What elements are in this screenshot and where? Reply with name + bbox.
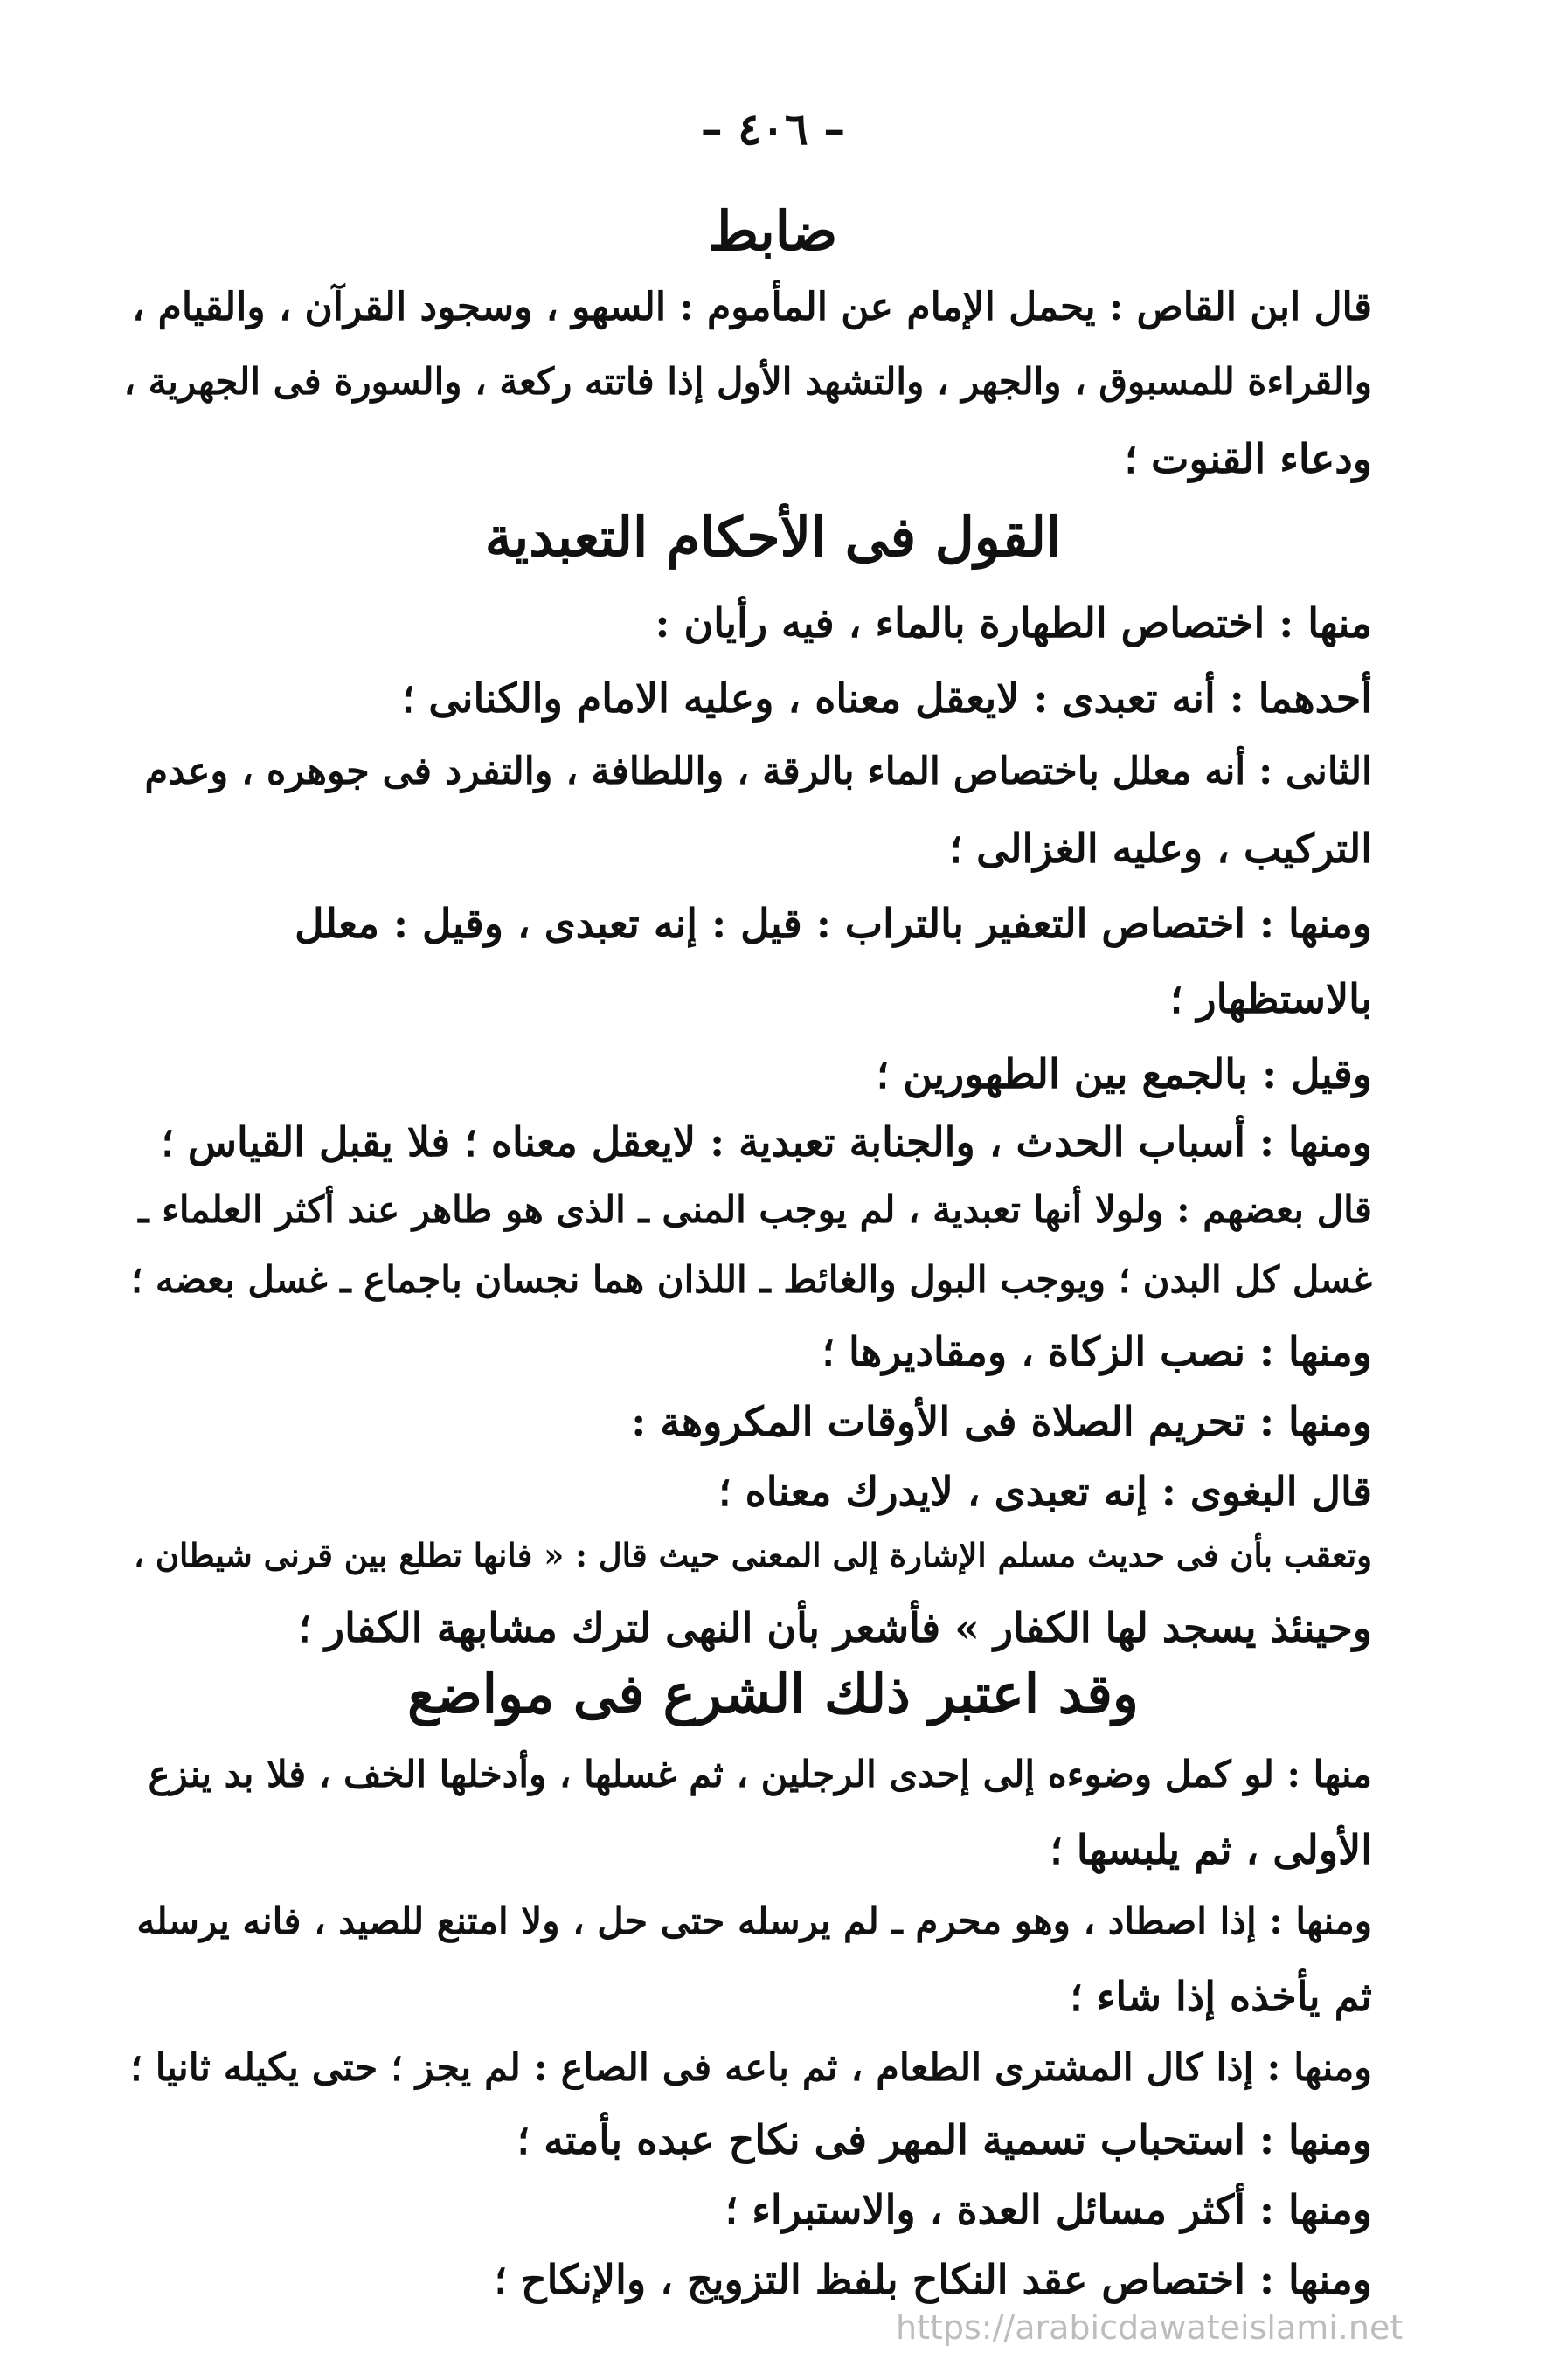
text-line: قال البغوى : إنه تعبدى ، لايدرك معناه ؛ [718,1468,1372,1515]
heading-shar'-considered: وقد اعتبر ذلك الشرع فى مواضع [407,1662,1139,1726]
text-line: ومنها : نصب الزكاة ، ومقاديرها ؛ [822,1328,1372,1375]
text-line: وحينئذ يسجد لها الكفار » فأشعر بأن النهى لترك مشابهة الكفار ؛ [298,1604,1372,1651]
text-line: ومنها : استحباب تسمية المهر فى نكاح عبده بأمته ؛ [516,2116,1372,2163]
text-line: ومنها : تحريم الصلاة فى الأوقات المكروهة : [631,1398,1372,1445]
text-line: ومنها : إذا كال المشترى الطعام ، ثم باعه فى الصاع : لم يجز ؛ حتى يكيله ثانيا ؛ [130,2046,1372,2090]
text-line: قال ابن القاص : يحمل الإمام عن المأموم : السهو ، وسجود القرآن ، والقيام ، [132,285,1372,329]
text-line: ومنها : أكثر مسائل العدة ، والاستبراء ؛ [724,2186,1372,2233]
heading-ta'abbudi-rulings: القول فى الأحكام التعبدية [484,505,1062,569]
text-line: أحدهما : أنه تعبدى : لايعقل معناه ، وعليه الامام والكنانى ؛ [401,675,1372,722]
text-line: قال بعضهم : ولولا أنها تعبدية ، لم يوجب المنى ـ الذى هو طاهر عند أكثر العلماء ـ [138,1188,1372,1231]
text-line: ودعاء القنوت ؛ [1124,435,1372,482]
text-line: ومنها : إذا اصطاد ، وهو محرم ـ لم يرسله حتى حل ، ولا امتنع للصيد ، فانه يرسله [136,1899,1372,1942]
text-line: الثانى : أنه معلل باختصاص الماء بالرقة ، واللطافة ، والتفرد فى جوهره ، وعدم [144,750,1372,793]
text-line: ثم يأخذه إذا شاء ؛ [1070,1973,1372,2020]
text-line: غسل كل البدن ؛ ويوجب البول والغائط ـ اللذان هما نجسان باجماع ـ غسل بعضه ؛ [130,1258,1372,1301]
text-line: التركيب ، وعليه الغزالى ؛ [949,825,1372,872]
text-line: وقيل : بالجمع بين الطهورين ؛ [876,1050,1372,1097]
watermark-url: https://arabicdawateislami.net [896,2308,1404,2347]
page-number: – ٤٠٦ – [700,103,846,155]
text-line: بالاستظهار ؛ [1169,975,1372,1022]
text-line: والقراءة للمسبوق ، والجهر ، والتشهد الأول إذا فاتته ركعة ، والسورة فى الجهرية ، [123,360,1372,403]
text-line: ومنها : اختصاص التعفير بالتراب : قيل : إنه تعبدى ، وقيل : معلل [295,900,1372,947]
text-line: الأولى ، ثم يلبسها ؛ [1050,1826,1372,1873]
text-line: وتعقب بأن فى حديث مسلم الإشارة إلى المعنى حيث قال : « فانها تطلع بين قرنى شيطان ، [134,1536,1372,1574]
text-line: ومنها : أسباب الحدث ، والجنابة تعبدية : لايعقل معناه ؛ فلا يقبل القياس ؛ [161,1118,1372,1166]
text-line: منها : لو كمل وضوءه إلى إحدى الرجلين ، ثم غسلها ، وأدخلها الخف ، فلا بد ينزع [148,1753,1372,1795]
heading-dabit: ضابط [708,199,838,263]
text-line: ومنها : اختصاص عقد النكاح بلفظ التزويج ، والإنكاح ؛ [494,2256,1372,2303]
text-line: منها : اختصاص الطهارة بالماء ، فيه رأيان : [655,599,1372,647]
